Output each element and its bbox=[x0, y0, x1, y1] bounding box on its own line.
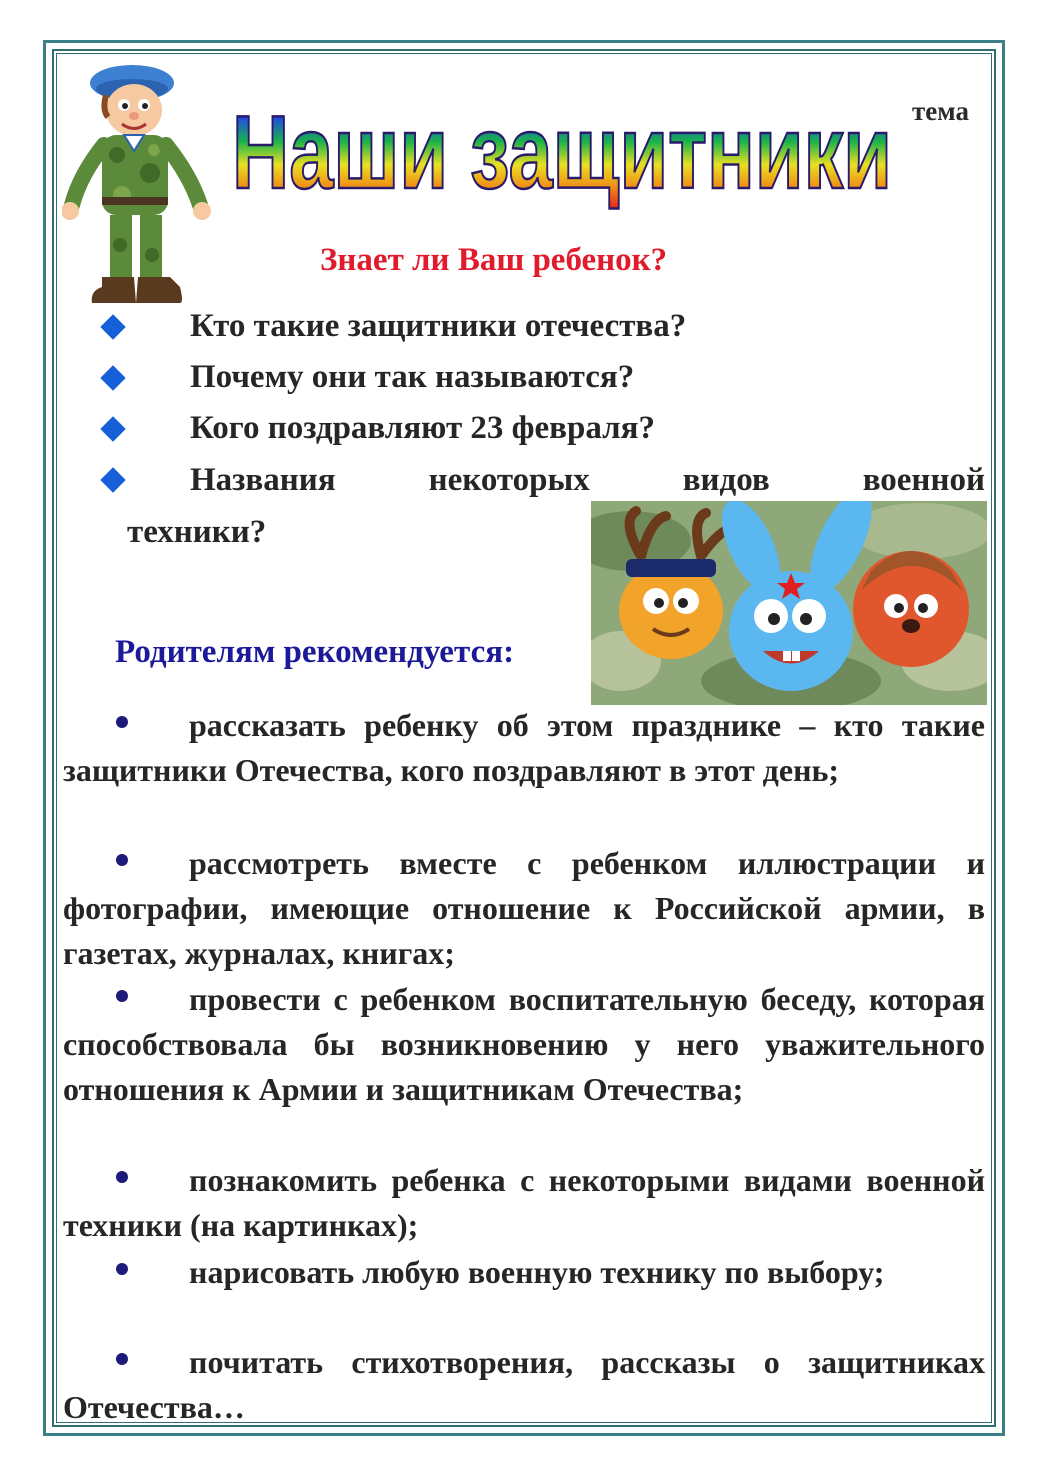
recommendation-item bbox=[63, 841, 985, 976]
recommendation-item bbox=[63, 703, 985, 793]
parents-heading: Родителям рекомендуется: bbox=[115, 634, 515, 670]
recommendation-text: нарисовать любую военную технику по выбору; bbox=[189, 1254, 885, 1290]
recommendation-text: рассмотреть вместе с ребенком иллюстрации и фотографии, имеющие отношение к Российской армии, в газетах, журналах, книгах; bbox=[63, 845, 985, 971]
recommendation-text: провести с ребенком воспитательную беседу, которая способствовала бы возникновению у него уважительного отношения к Армии и защитникам Отечества; bbox=[63, 981, 985, 1107]
bullet-dot-icon bbox=[116, 990, 128, 1002]
recommendation-item bbox=[63, 977, 985, 1112]
bullet-dot-icon bbox=[116, 1171, 128, 1183]
bullet-dot-icon bbox=[116, 1263, 128, 1275]
recommendation-text: почитать стихотворения, рассказы о защитниках Отечества… bbox=[63, 1344, 985, 1425]
question-word: некоторых bbox=[428, 462, 590, 498]
question-text: Почему они так называются? bbox=[190, 359, 635, 395]
soldier-illustration bbox=[62, 55, 222, 315]
question-item bbox=[190, 462, 985, 499]
question-word: военной bbox=[862, 462, 985, 498]
bullet-dot-icon bbox=[116, 1353, 128, 1365]
questions-heading: Знает ли Ваш ребенок? bbox=[320, 242, 668, 278]
question-text: Кто такие защитники отечества? bbox=[190, 308, 687, 344]
topic-label: тема bbox=[912, 96, 969, 126]
recommendation-text: рассказать ребенку об этом празднике – кто такие защитники Отечества, кого поздравляют в этот день; bbox=[63, 707, 985, 788]
recommendation-item bbox=[63, 1250, 985, 1295]
cartoon-characters-illustration bbox=[591, 501, 987, 705]
recommendation-item bbox=[63, 1158, 985, 1248]
page-title: Наши защитники bbox=[232, 95, 892, 211]
bullet-dot-icon bbox=[116, 716, 128, 728]
recommendation-text: познакомить ребенка с некоторыми видами военной техники (на картинках); bbox=[63, 1162, 985, 1243]
question-word: видов bbox=[682, 462, 770, 498]
page-title-graphic bbox=[222, 70, 902, 220]
question-word: Названия bbox=[190, 462, 336, 498]
question-text-continuation: техники? bbox=[127, 514, 267, 550]
bullet-dot-icon bbox=[116, 854, 128, 866]
recommendation-item bbox=[63, 1340, 985, 1430]
question-text: Кого поздравляют 23 февраля? bbox=[190, 410, 655, 446]
